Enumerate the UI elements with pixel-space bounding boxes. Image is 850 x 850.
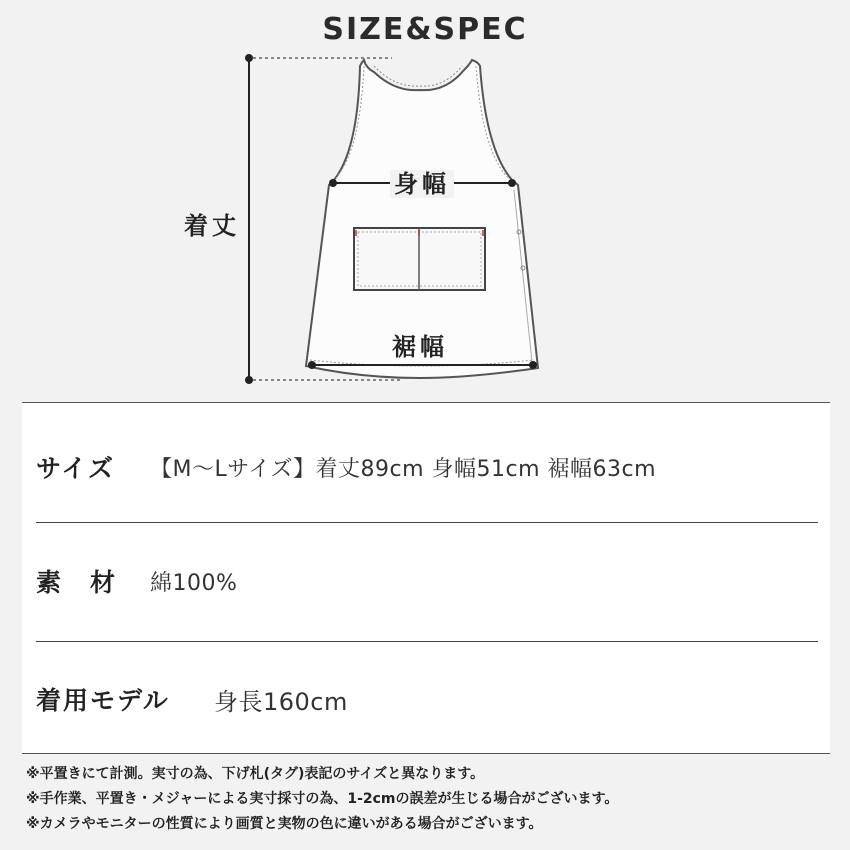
row-divider [36,522,818,523]
spec-label-size: サイズ [36,454,116,483]
row-divider [36,641,818,642]
spec-row-material [36,561,818,601]
hem-label: 裾幅 [388,333,452,361]
hem-right-dot [529,361,537,369]
note-line: ※平置きにて計測。実寸の為、下げ札(タグ)表記のサイズと異なります。 [26,766,485,782]
garment-outline [306,60,538,378]
spec-label-model: 着用モデル [36,686,170,715]
spec-value-material: 綿100% [150,570,238,596]
chest-left-dot [329,179,337,187]
spec-row-model [36,679,818,719]
note-line: ※手作業、平置き・メジャーによる実寸採寸の為、1-2cmの誤差が生じる場合がございます。 [26,791,619,807]
garment-diagram [0,0,850,400]
chest-label: 身幅 [390,170,454,198]
chest-right-dot [508,179,516,187]
spec-value-model: 身長160cm [214,687,348,716]
hem-left-dot [308,361,316,369]
spec-table [22,402,830,754]
length-top-dot [245,54,253,62]
spec-label-material: 素 材 [36,568,118,597]
notes [26,762,826,837]
length-label: 着丈 [184,212,240,240]
length-bottom-dot [245,376,253,384]
page-title: SIZE&SPEC [322,12,528,47]
note-line: ※カメラやモニターの性質により画質と実物の色に違いがある場合がございます。 [26,816,543,832]
spec-row-size [36,447,818,487]
spec-value-size: 【M〜Lサイズ】着丈89cm 身幅51cm 裾幅63cm [150,456,657,482]
